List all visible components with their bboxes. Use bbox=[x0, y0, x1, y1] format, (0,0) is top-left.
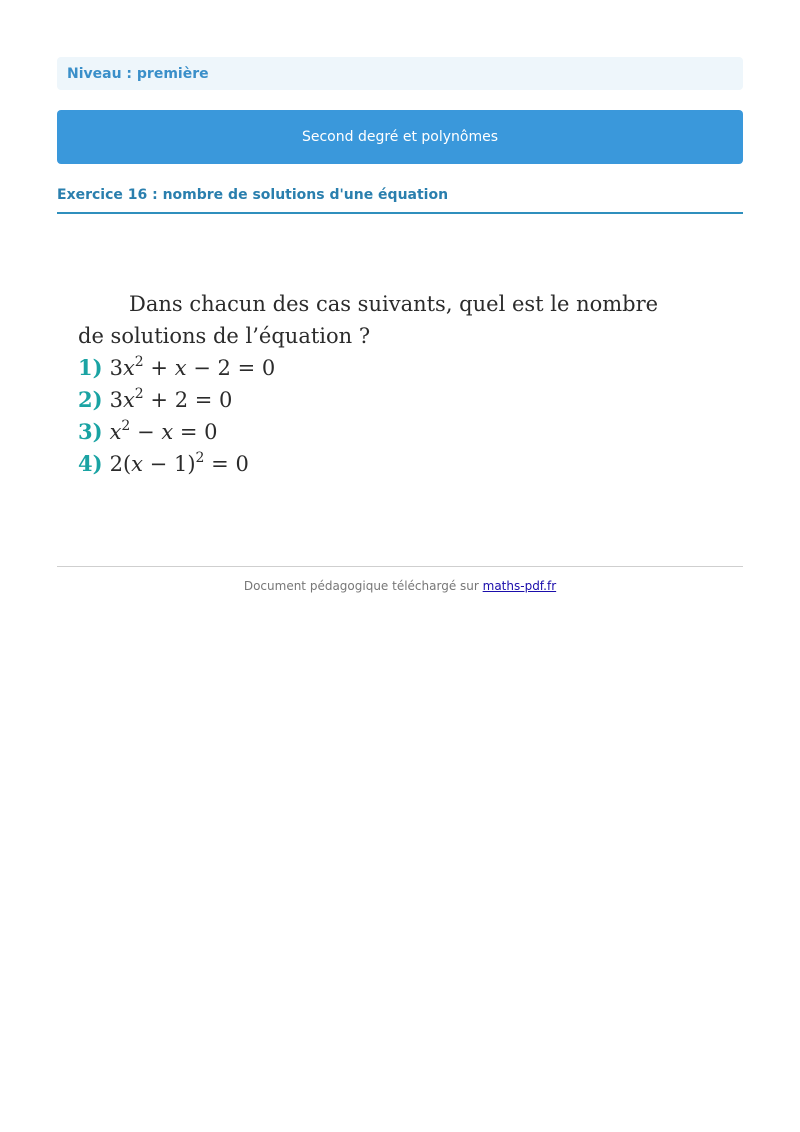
equation-item-1 bbox=[78, 352, 718, 384]
chapter-banner bbox=[57, 110, 743, 164]
intro-line-2: de solutions de l’équation ? bbox=[78, 324, 371, 348]
equation: $3x^2 + 2 = 0$ bbox=[109, 386, 233, 412]
level-label: Niveau : première bbox=[67, 65, 209, 82]
item-number: 2) bbox=[78, 387, 103, 412]
item-number: 1) bbox=[78, 355, 103, 380]
equation-item-2 bbox=[78, 384, 718, 416]
equation: $3x^2 + x - 2 = 0$ bbox=[109, 354, 276, 380]
equation-item-3 bbox=[78, 416, 718, 448]
source-link[interactable]: maths-pdf.fr bbox=[482, 579, 557, 593]
footer bbox=[57, 579, 743, 593]
footer-text: Document pédagogique téléchargé sur bbox=[243, 579, 483, 593]
exercise-statement bbox=[78, 288, 718, 480]
item-number: 4) bbox=[78, 451, 103, 476]
equation-item-4 bbox=[78, 448, 718, 480]
exercise-title: Exercice 16 : nombre de solutions d'une équation bbox=[57, 186, 743, 214]
intro-line-1: Dans chacun des cas suivants, quel est le nombre bbox=[129, 292, 659, 316]
item-number: 3) bbox=[78, 419, 103, 444]
chapter-title: Second degré et polynômes bbox=[301, 129, 499, 145]
level-box bbox=[57, 57, 743, 90]
equation: $x^2 - x = 0$ bbox=[109, 418, 218, 444]
footer-divider bbox=[57, 566, 743, 567]
equation: $2(x - 1)^2 = 0$ bbox=[109, 450, 249, 476]
